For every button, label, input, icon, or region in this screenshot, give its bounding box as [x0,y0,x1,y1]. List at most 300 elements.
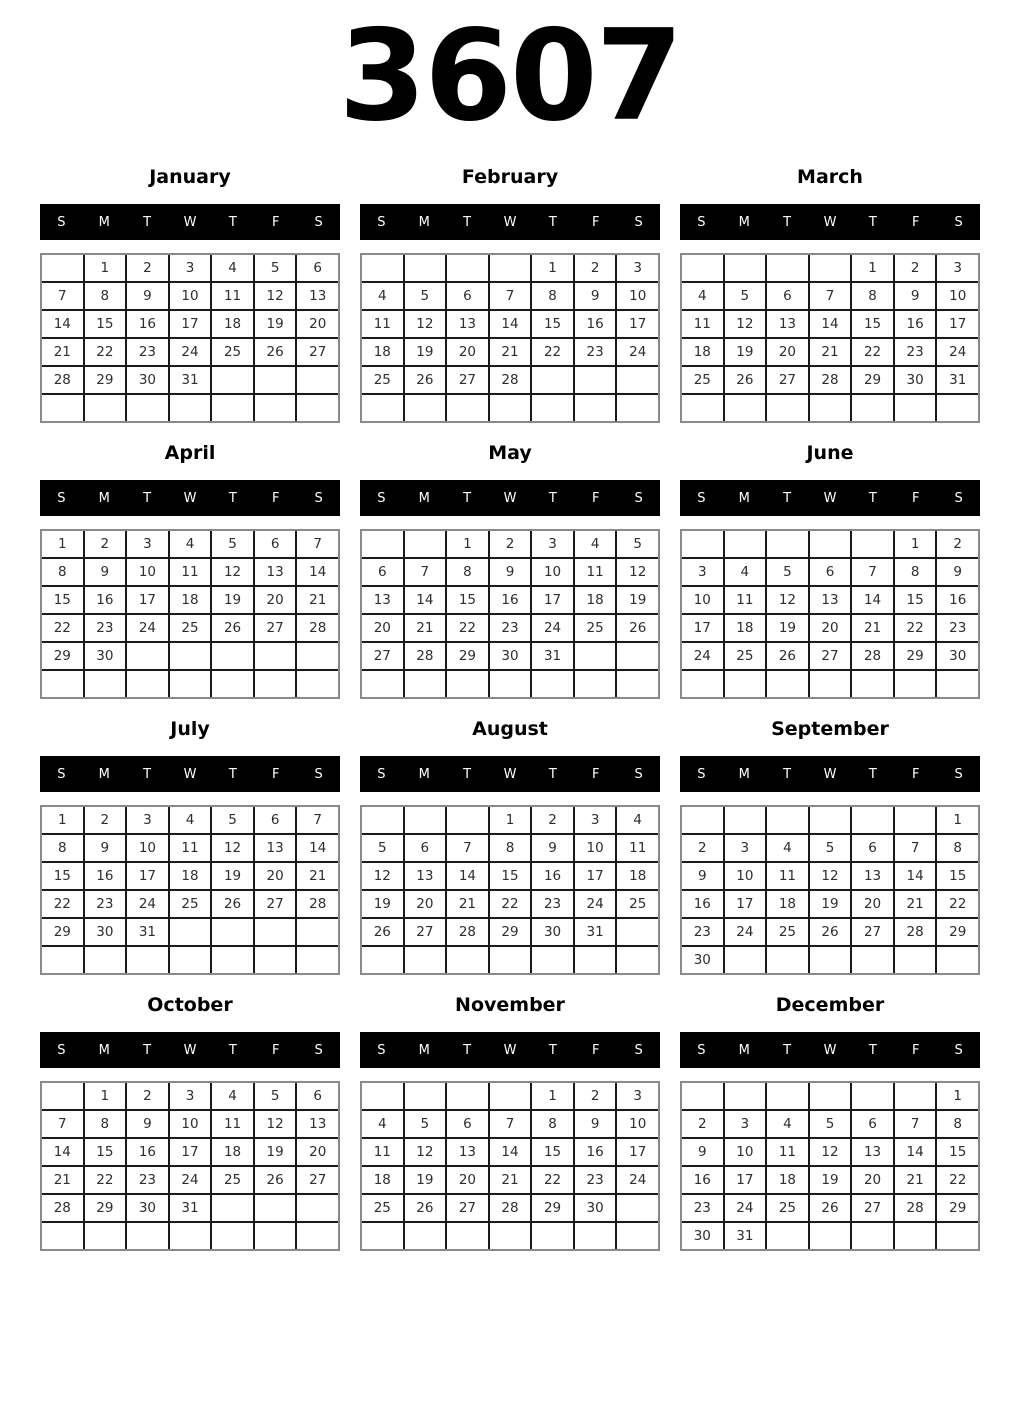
weekday-label: S [634,214,643,230]
day-cell: 28 [42,367,83,393]
day-cell: 16 [127,311,168,337]
day-cell: 30 [490,643,531,669]
day-cell: 5 [767,559,808,585]
weekday-label: F [591,766,600,782]
day-cell-empty [297,367,338,393]
day-cell: 7 [297,531,338,557]
day-cell-empty [362,395,403,421]
weekday-label: M [418,1042,430,1058]
weekday-label: W [823,214,837,230]
day-cell: 5 [405,1111,446,1137]
day-cell-empty [212,367,253,393]
day-cell: 17 [532,587,573,613]
day-cell: 7 [810,283,851,309]
month-title: March [797,166,863,188]
day-cell-empty [42,671,83,697]
day-cell-empty [810,255,851,281]
day-cell-empty [937,671,978,697]
day-cell: 1 [490,807,531,833]
weekday-label: S [954,490,963,506]
day-cell: 2 [490,531,531,557]
day-cell: 19 [212,863,253,889]
day-cell-empty [682,395,723,421]
day-cell: 20 [447,339,488,365]
day-cell: 8 [532,283,573,309]
day-cell: 9 [85,835,126,861]
day-cell: 13 [447,1139,488,1165]
day-cell: 19 [810,891,851,917]
day-cell: 11 [575,559,616,585]
month-title: February [461,166,559,188]
day-cell: 30 [532,919,573,945]
weekday-label: S [697,766,706,782]
day-cell-empty [937,947,978,973]
day-cell: 2 [682,835,723,861]
day-cell: 22 [895,615,936,641]
day-cell: 16 [85,587,126,613]
day-cell-empty [405,807,446,833]
day-cell: 23 [895,339,936,365]
day-cell: 14 [297,559,338,585]
day-cell: 8 [490,835,531,861]
day-cell-empty [767,531,808,557]
month-calendar [360,430,660,699]
day-cell-empty [42,255,83,281]
day-grid [40,253,340,423]
day-cell: 12 [255,283,296,309]
day-cell: 26 [767,643,808,669]
day-cell: 26 [405,1195,446,1221]
day-cell-empty [362,531,403,557]
weekday-label: S [314,490,323,506]
day-cell: 4 [212,255,253,281]
month-title: December [775,994,885,1016]
weekday-label: F [911,1042,920,1058]
weekday-label: M [738,214,750,230]
day-cell: 12 [810,863,851,889]
day-cell-empty [255,1223,296,1249]
months-grid [0,154,1020,1251]
day-cell: 6 [852,1111,893,1137]
day-cell: 23 [490,615,531,641]
day-cell-empty [617,1195,658,1221]
weekday-label: M [738,1042,750,1058]
day-cell-empty [170,947,211,973]
day-cell-empty [127,395,168,421]
day-cell: 31 [532,643,573,669]
day-cell: 25 [170,891,211,917]
weekday-label: F [591,214,600,230]
day-cell-empty [532,367,573,393]
day-cell: 20 [255,587,296,613]
day-cell: 6 [767,283,808,309]
day-cell: 5 [212,531,253,557]
month-title: July [170,718,210,740]
day-cell: 4 [212,1083,253,1109]
weekday-label: S [954,1042,963,1058]
day-cell-empty [447,1083,488,1109]
day-cell: 3 [617,1083,658,1109]
weekday-label: W [503,214,517,230]
day-cell: 14 [895,1139,936,1165]
weekday-label: S [697,214,706,230]
month-title: April [164,442,216,464]
day-cell-empty [767,807,808,833]
weekday-label: F [911,490,920,506]
day-cell-empty [617,671,658,697]
day-cell: 4 [362,283,403,309]
day-cell-empty [447,671,488,697]
day-cell: 4 [170,531,211,557]
day-cell: 14 [42,1139,83,1165]
weekday-label: S [634,766,643,782]
day-cell-empty [255,395,296,421]
day-cell-empty [937,1223,978,1249]
weekday-label: M [98,490,110,506]
day-cell-empty [682,807,723,833]
day-cell: 6 [447,1111,488,1137]
day-cell-empty [127,947,168,973]
day-cell: 29 [85,367,126,393]
weekday-label: S [954,214,963,230]
day-cell: 21 [810,339,851,365]
day-cell: 6 [362,559,403,585]
day-cell: 7 [42,1111,83,1137]
day-cell: 15 [42,587,83,613]
day-cell: 1 [895,531,936,557]
day-cell: 22 [852,339,893,365]
day-grid [680,253,980,423]
day-cell: 11 [725,587,766,613]
day-cell: 1 [532,1083,573,1109]
month-calendar [360,982,660,1251]
day-cell: 27 [767,367,808,393]
day-cell-empty [725,395,766,421]
weekday-label: W [503,766,517,782]
day-cell: 22 [490,891,531,917]
day-cell: 21 [42,1167,83,1193]
day-cell: 2 [895,255,936,281]
day-cell-empty [617,367,658,393]
day-cell: 19 [725,339,766,365]
day-cell: 17 [127,863,168,889]
day-cell: 15 [937,863,978,889]
day-cell: 1 [85,1083,126,1109]
weekday-label: S [697,490,706,506]
weekday-label: T [228,490,237,506]
day-cell: 8 [447,559,488,585]
day-cell: 24 [937,339,978,365]
day-cell: 1 [852,255,893,281]
day-cell: 21 [490,1167,531,1193]
day-cell-empty [42,1083,83,1109]
weekday-label: S [697,1042,706,1058]
weekday-label: F [591,1042,600,1058]
day-cell: 15 [532,1139,573,1165]
day-cell: 7 [852,559,893,585]
day-cell: 20 [810,615,851,641]
day-cell: 14 [42,311,83,337]
day-cell: 2 [937,531,978,557]
day-cell: 20 [852,891,893,917]
day-cell-empty [575,1223,616,1249]
day-cell: 28 [895,919,936,945]
day-cell: 27 [810,643,851,669]
day-cell: 16 [682,1167,723,1193]
day-cell: 8 [852,283,893,309]
day-cell: 23 [937,615,978,641]
day-cell-empty [85,395,126,421]
day-cell: 24 [725,1195,766,1221]
day-cell: 26 [362,919,403,945]
day-cell-empty [575,947,616,973]
day-cell: 12 [362,863,403,889]
weekday-label: M [738,490,750,506]
day-grid [680,805,980,975]
day-cell: 20 [297,1139,338,1165]
day-cell-empty [362,807,403,833]
weekday-header-bar [40,480,340,516]
day-cell: 26 [212,615,253,641]
day-cell: 9 [937,559,978,585]
day-cell: 1 [937,1083,978,1109]
day-cell: 21 [297,863,338,889]
day-cell-empty [255,367,296,393]
day-cell: 12 [405,1139,446,1165]
day-cell-empty [767,255,808,281]
day-cell: 8 [937,1111,978,1137]
day-cell-empty [895,947,936,973]
day-cell: 16 [85,863,126,889]
day-cell: 27 [447,1195,488,1221]
day-cell-empty [767,947,808,973]
day-cell: 11 [362,311,403,337]
day-cell: 19 [405,339,446,365]
day-cell: 2 [127,255,168,281]
day-cell: 22 [532,1167,573,1193]
day-cell: 28 [895,1195,936,1221]
day-cell: 25 [617,891,658,917]
day-cell: 10 [575,835,616,861]
weekday-label: T [143,1042,152,1058]
day-cell: 2 [682,1111,723,1137]
day-cell: 18 [617,863,658,889]
day-cell: 21 [405,615,446,641]
day-cell: 28 [490,367,531,393]
day-cell: 27 [255,615,296,641]
day-cell: 25 [212,339,253,365]
day-cell-empty [212,643,253,669]
month-title: November [455,994,565,1016]
day-cell: 13 [362,587,403,613]
day-cell: 15 [490,863,531,889]
day-cell: 5 [362,835,403,861]
month-calendar [40,706,340,975]
day-cell: 2 [575,1083,616,1109]
day-cell: 2 [85,807,126,833]
day-cell-empty [362,1083,403,1109]
weekday-label: W [183,1042,197,1058]
day-cell: 25 [767,919,808,945]
weekday-label: S [377,766,386,782]
day-cell: 12 [767,587,808,613]
day-cell: 11 [767,863,808,889]
day-cell: 17 [170,1139,211,1165]
day-cell-empty [42,1223,83,1249]
day-cell: 3 [127,807,168,833]
day-cell: 4 [767,835,808,861]
day-cell: 12 [212,835,253,861]
day-cell: 25 [362,1195,403,1221]
day-cell-empty [490,1223,531,1249]
day-cell: 14 [490,1139,531,1165]
weekday-label: M [418,766,430,782]
day-cell: 7 [297,807,338,833]
day-cell: 13 [852,1139,893,1165]
day-cell-empty [767,1223,808,1249]
day-cell: 6 [255,531,296,557]
day-cell-empty [490,255,531,281]
day-cell: 11 [170,835,211,861]
day-cell: 9 [575,1111,616,1137]
day-cell-empty [42,947,83,973]
day-cell: 23 [575,1167,616,1193]
day-cell: 22 [447,615,488,641]
day-cell: 6 [810,559,851,585]
day-cell: 27 [852,919,893,945]
day-cell-empty [852,807,893,833]
weekday-label: S [954,766,963,782]
day-cell: 1 [532,255,573,281]
day-cell-empty [170,643,211,669]
day-cell: 12 [405,311,446,337]
day-cell: 3 [532,531,573,557]
day-cell: 9 [490,559,531,585]
day-cell: 15 [895,587,936,613]
day-cell: 30 [127,367,168,393]
day-cell: 22 [42,891,83,917]
day-cell: 4 [170,807,211,833]
day-grid [40,1081,340,1251]
weekday-label: T [783,214,792,230]
month-title: January [149,166,231,188]
day-cell: 16 [937,587,978,613]
day-cell: 2 [127,1083,168,1109]
day-cell-empty [447,807,488,833]
day-cell-empty [810,671,851,697]
day-cell: 29 [937,1195,978,1221]
day-cell: 17 [725,891,766,917]
weekday-label: T [143,490,152,506]
day-cell: 29 [852,367,893,393]
day-cell-empty [362,255,403,281]
day-cell-empty [170,919,211,945]
weekday-label: W [183,214,197,230]
day-cell-empty [212,395,253,421]
day-cell: 8 [42,835,83,861]
day-cell: 26 [255,1167,296,1193]
weekday-label: S [57,1042,66,1058]
day-cell-empty [212,919,253,945]
day-cell: 24 [617,339,658,365]
day-cell-empty [297,671,338,697]
day-cell: 13 [297,283,338,309]
day-cell: 25 [212,1167,253,1193]
weekday-header-bar [680,204,980,240]
day-cell: 17 [127,587,168,613]
day-cell: 30 [895,367,936,393]
weekday-label: T [463,1042,472,1058]
day-cell: 6 [852,835,893,861]
day-cell-empty [490,671,531,697]
day-cell: 23 [85,891,126,917]
day-cell: 30 [85,643,126,669]
day-grid [360,1081,660,1251]
day-cell-empty [895,671,936,697]
day-cell-empty [127,1223,168,1249]
day-cell-empty [170,671,211,697]
day-cell: 1 [447,531,488,557]
day-cell: 7 [895,1111,936,1137]
day-cell: 31 [127,919,168,945]
day-cell: 23 [85,615,126,641]
day-cell: 20 [447,1167,488,1193]
day-cell: 9 [127,1111,168,1137]
day-cell: 4 [617,807,658,833]
day-cell: 17 [937,311,978,337]
day-cell: 24 [170,1167,211,1193]
day-cell: 15 [532,311,573,337]
day-cell: 28 [852,643,893,669]
day-cell: 17 [725,1167,766,1193]
month-title: September [771,718,889,740]
day-cell: 18 [212,311,253,337]
day-cell: 29 [42,643,83,669]
day-cell: 11 [170,559,211,585]
day-cell: 11 [767,1139,808,1165]
day-cell: 19 [255,311,296,337]
day-cell-empty [852,1083,893,1109]
day-cell-empty [362,947,403,973]
day-cell: 22 [42,615,83,641]
day-cell: 1 [85,255,126,281]
day-cell-empty [297,643,338,669]
day-cell: 27 [447,367,488,393]
day-cell-empty [617,643,658,669]
day-cell: 26 [810,1195,851,1221]
day-cell-empty [212,671,253,697]
day-cell: 28 [810,367,851,393]
weekday-label: S [377,490,386,506]
day-cell: 6 [297,255,338,281]
day-cell-empty [362,1223,403,1249]
day-cell: 18 [767,891,808,917]
weekday-label: T [228,214,237,230]
day-cell-empty [852,1223,893,1249]
day-cell-empty [575,395,616,421]
day-cell: 3 [575,807,616,833]
day-cell: 16 [127,1139,168,1165]
day-cell: 15 [42,863,83,889]
day-cell: 30 [85,919,126,945]
day-cell: 19 [405,1167,446,1193]
day-cell: 8 [532,1111,573,1137]
day-cell: 29 [895,643,936,669]
day-cell-empty [575,643,616,669]
day-cell: 13 [405,863,446,889]
day-cell: 7 [42,283,83,309]
day-cell: 19 [810,1167,851,1193]
